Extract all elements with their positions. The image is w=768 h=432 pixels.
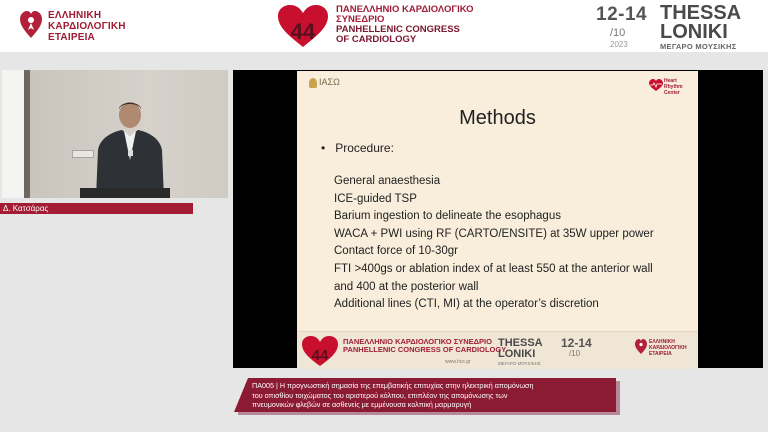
heart-rhythm-center-logo (649, 77, 689, 97)
congress-name-line1: ΠΑΝΕΛΛΗΝΙΟ ΚΑΡΔΙΟΛΟΓΙΚΟ (336, 4, 474, 15)
slide-procedure-heading (321, 141, 394, 155)
iaso-logo-icon (309, 78, 317, 88)
congress-name-line2: ΣΥΝΕΔΡΙΟ (336, 14, 385, 25)
slide-procedure-list (334, 173, 694, 314)
procedure-item: and 400 at the posterior wall (334, 280, 479, 293)
procedure-item: WACA + PWI using RF (CARTO/ENSITE) at 35W upper power (334, 227, 654, 240)
congress-name (336, 5, 474, 45)
procedure-label: Procedure: (335, 141, 394, 155)
slide-congress-line2: PANHELLENIC CONGRESS OF CARDIOLOGY (343, 345, 507, 354)
podium (80, 188, 170, 198)
congress-heart-logo-icon (276, 3, 330, 49)
congress-name-line4: OF CARDIOLOGY (336, 34, 417, 45)
society-name-line1: ΕΛΛΗΝΙΚΗ (48, 10, 102, 21)
congress-year: 2023 (610, 40, 628, 49)
caption-line1: ΠΑ005 | Η προγνωστική σημασία της επεμβατικής επιτυχίας στην ηλεκτρική απομόνωση (252, 381, 534, 390)
slide-title: Methods (459, 107, 536, 129)
procedure-item: FTI >400gs or ablation index of at least 550 at the anterior wall (334, 262, 653, 275)
congress-month: /10 (610, 27, 626, 39)
speaker-name-label: Δ. Κατσάρας (0, 203, 193, 214)
caption-banner-tip (234, 378, 248, 412)
city-line1: THESSA (660, 2, 742, 24)
iaso-logo-text: ΙΑΣΩ (319, 77, 340, 87)
slide-society-logo-icon (635, 339, 647, 355)
slide-month: /10 (569, 349, 581, 358)
slide-congress-url: www.hcs.gr (445, 359, 471, 365)
society-name-line3: ΕΤΑΙΡΕΙΑ (48, 32, 95, 43)
slide-city (498, 338, 543, 360)
heart-rhythm-line3: Center (664, 90, 680, 96)
slide-society-line1: ΕΛΛΗΝΙΚΗ (649, 339, 675, 345)
heart-rhythm-line1: Heart (664, 78, 677, 84)
procedure-item: Contact force of 10-30gr (334, 245, 459, 258)
slide-city-line1: THESSA (498, 337, 543, 349)
heart-rhythm-text (664, 78, 683, 96)
slide-society-line2: ΚΑΡΔΙΟΛΟΓΙΚΗ (649, 345, 687, 351)
bullet-icon: • (321, 141, 326, 155)
caption-line2: του οπισθίου τοιχώματος του αριστερού κόλπου, επιπλέον της απομόνωσης των (252, 390, 508, 400)
slide-society-line3: ΕΤΑΙΡΕΙΑ (649, 351, 672, 357)
procedure-item: Barium ingestion to delineate the esophagus (334, 210, 561, 223)
slide-congress-number: 44 (311, 347, 329, 364)
society-name (48, 10, 126, 43)
session-caption (252, 381, 612, 410)
procedure-item: General anaesthesia (334, 175, 441, 187)
slide-congress-name (343, 338, 506, 354)
slide-society-name (649, 339, 687, 357)
heart-rhythm-icon (649, 79, 663, 92)
city-line2: LONIKI (660, 21, 728, 43)
caption-line3: πνευμονικών φλεβών σε ασθενείς με εμμένουσα κολπική μαρμαρυγή (252, 400, 472, 409)
slide-footer-banner (297, 331, 698, 369)
presentation-slide (297, 71, 698, 369)
congress-dates (596, 4, 648, 49)
video-wall-left (2, 70, 24, 198)
heart-rhythm-line2: Rhythm (664, 84, 683, 90)
congress-number: 44 (290, 19, 316, 44)
procedure-item: Additional lines (CTI, MI) at the operator’s discretion (334, 298, 599, 311)
slide-congress-line1: ΠΑΝΕΛΛΗΝΙΟ ΚΑΡΔΙΟΛΟΓΙΚΟ ΣΥΝΕΔΡΙΟ (343, 337, 492, 346)
congress-city (660, 4, 741, 51)
slide-congress-logo-icon (301, 335, 339, 367)
congress-name-line3: PANHELLENIC CONGRESS (336, 24, 460, 35)
speaker-video (2, 70, 228, 198)
congress-days: 12-14 (596, 4, 648, 25)
heart-society-logo-icon (20, 10, 42, 40)
venue-name: ΜΕΓΑΡΟ ΜΟΥΣΙΚΗΣ (660, 42, 737, 51)
congress-header (0, 0, 768, 52)
procedure-item: ICE-guided TSP (334, 192, 417, 205)
slide-dates: 12-14 (561, 336, 592, 350)
speaker-figure (90, 100, 170, 198)
society-name-line2: ΚΑΡΔΙΟΛΟΓΙΚΗ (48, 21, 126, 32)
slide-venue: ΜΕΓΑΡΟ ΜΟΥΣΙΚΗΣ (498, 361, 541, 366)
slide-city-line2: LONIKI (498, 348, 536, 360)
iaso-logo (309, 77, 340, 88)
